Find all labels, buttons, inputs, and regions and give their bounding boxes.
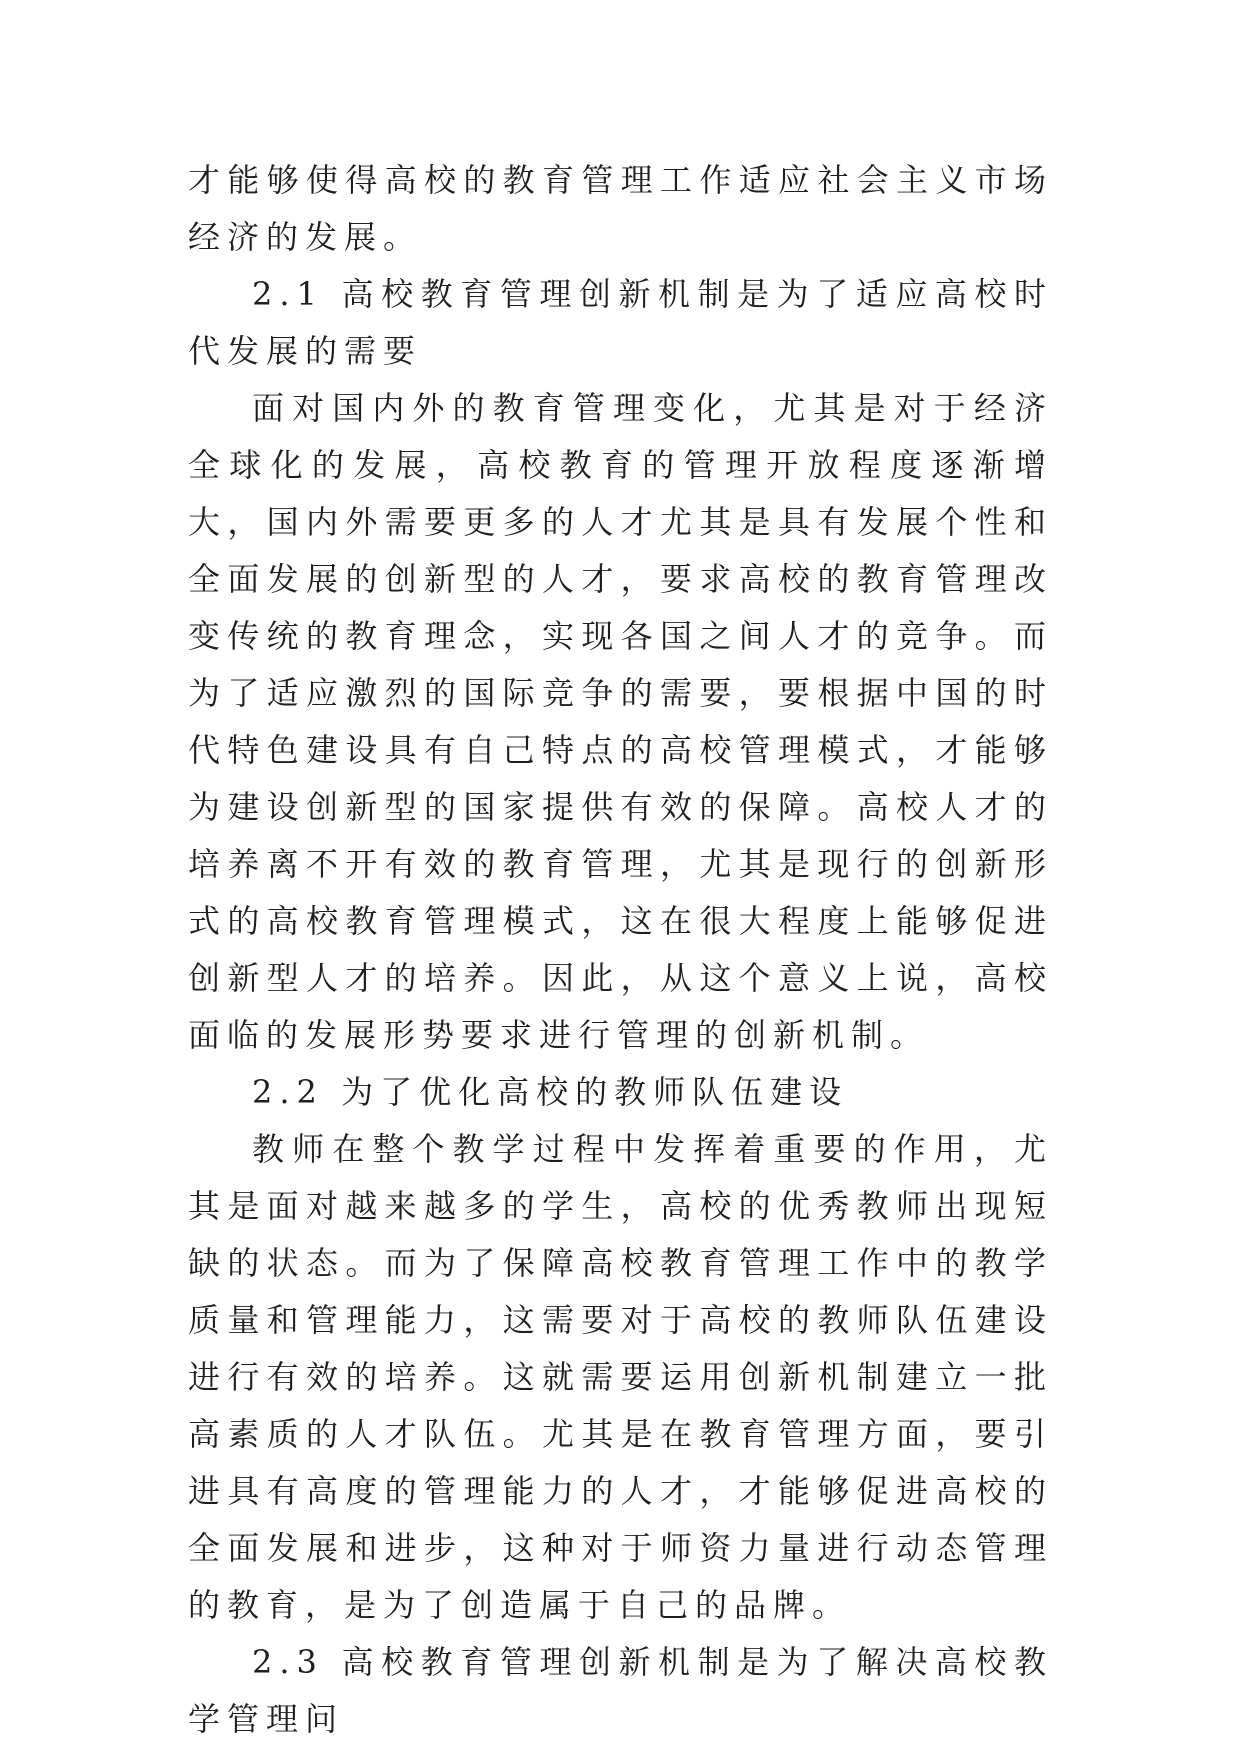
section-heading-2-3: 2.3 高校教育管理创新机制是为了解决高校教学管理问 xyxy=(188,1643,1053,1738)
paragraph-text: 才能够使得高校的教育管理工作适应社会主义市场经济的发展。 xyxy=(188,161,1053,256)
paragraph-text: 教师在整个教学过程中发挥着重要的作用，尤其是面对越来越多的学生，高校的优秀教师出现短缺的状态。而为了保障高校教育管理工作中的教学质量和管理能力，这需要对于高校的教师队伍建设进行有效的培养。这就需要运用创新机制建立一批高素质的人才队伍。尤其是在教育管理方面，要引进具有高度的管理能力的人才，才能够促进高校的全面发展和进步，这种对于师资力量进行动态管理的教育，是为了创造属于自己的品牌。 xyxy=(188,1130,1053,1624)
document-body xyxy=(188,152,1053,1748)
paragraph-text: 面对国内外的教育管理变化，尤其是对于经济全球化的发展，高校教育的管理开放程度逐渐增大，国内外需要更多的人才尤其是具有发展个性和全面发展的创新型的人才，要求高校的教育管理改变传统的教育理念，实现各国之间人才的竞争。而为了适应激烈的国际竞争的需要，要根据中国的时代特色建设具有自己特点的高校管理模式，才能够为建设创新型的国家提供有效的保障。高校人才的培养离不开有效的教育管理，尤其是现行的创新形式的高校教育管理模式，这在很大程度上能够促进创新型人才的培养。因此，从这个意义上说，高校面临的发展形势要求进行管理的创新机制。 xyxy=(188,389,1053,1054)
section-heading-2-1: 2.1 高校教育管理创新机制是为了适应高校时代发展的需要 xyxy=(188,275,1053,370)
section-heading-2-2: 2.2 为了优化高校的教师队伍建设 xyxy=(252,1073,849,1111)
